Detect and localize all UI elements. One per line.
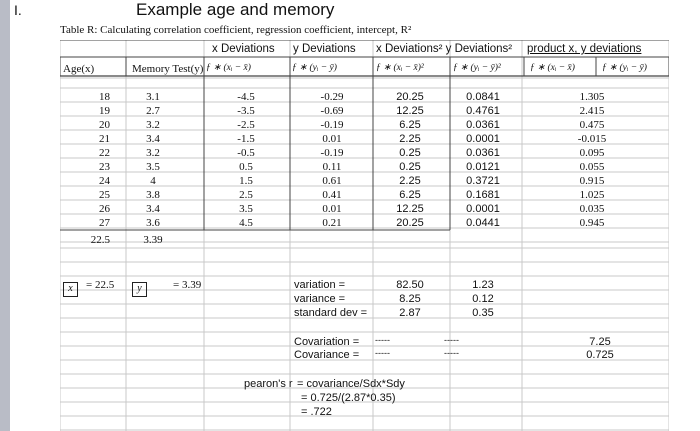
cell-xsq: 20.25: [396, 91, 424, 103]
cell-age: 25: [99, 189, 110, 201]
covariation-dashes-x: -----: [375, 335, 390, 345]
cell-mem: 3.1: [146, 91, 160, 103]
header-x-deviations: x Deviations: [212, 43, 275, 55]
table-title: Table R: Calculating correlation coefficient, regression coefficient, intercept, R²: [60, 24, 412, 36]
cell-age: 18: [99, 91, 110, 103]
formula-y-deviation: ƒ ∗ (yᵢ − ȳ): [292, 63, 337, 73]
cell-xsq: 12.25: [396, 203, 424, 215]
x-variation-value: 82.50: [396, 279, 424, 291]
y-variance-value: 0.12: [472, 293, 494, 305]
formula-y-deviation-squared: ƒ ∗ (yᵢ − ȳ)²: [453, 63, 501, 73]
cell-ydev: -0.69: [320, 105, 344, 117]
cell-xsq: 0.25: [399, 161, 421, 173]
y-stddev-value: 0.35: [472, 307, 494, 319]
cell-ydev: 0.01: [322, 133, 342, 145]
cell-prod: 0.475: [579, 119, 605, 131]
formula-product-x: ƒ ∗ (xᵢ − x̄): [530, 63, 575, 73]
cell-xsq: 2.25: [399, 133, 421, 145]
cell-ysq: 0.0361: [466, 147, 500, 159]
header-memory-test: Memory Test(y): [132, 63, 204, 75]
cell-age: 27: [99, 217, 110, 229]
cell-prod: 1.025: [579, 189, 605, 201]
cell-mem: 3.6: [146, 217, 160, 229]
cell-ysq: 0.0841: [466, 91, 500, 103]
variance-label: variance =: [294, 293, 346, 305]
formula-x-deviation: ƒ ∗ (xᵢ − x̄): [206, 63, 251, 73]
cell-xdev: -4.5: [237, 91, 255, 103]
ybar-symbol: y: [132, 278, 147, 297]
covariance-dashes-x: -----: [375, 348, 390, 358]
cell-age: 22: [99, 147, 110, 159]
pearson-formula: = covariance/Sdx*Sdy: [297, 378, 405, 390]
cell-xdev: -2.5: [237, 119, 255, 131]
cell-xsq: 6.25: [399, 189, 421, 201]
xbar-symbol: x: [63, 278, 78, 297]
pearson-label: pearon's r: [244, 378, 293, 390]
cell-prod: 0.915: [579, 175, 605, 187]
covariance-label: Covariance =: [294, 349, 360, 361]
cell-xdev: -0.5: [237, 147, 255, 159]
x-stddev-value: 2.87: [399, 307, 421, 319]
header-squared-deviations: x Deviations² y Deviations²: [376, 43, 513, 55]
cell-prod: 1.305: [579, 91, 605, 103]
cell-ydev: 0.21: [322, 217, 342, 229]
cell-ydev: -0.29: [320, 91, 344, 103]
header-y-deviations: y Deviations: [293, 43, 356, 55]
cell-xdev: 0.5: [239, 161, 253, 173]
ybar-value: = 3.39: [173, 279, 202, 291]
pearson-substitution: = 0.725/(2.87*0.35): [301, 392, 396, 404]
cell-age: 26: [99, 203, 110, 215]
page-heading: Example age and memory: [136, 0, 335, 19]
section-number: I.: [14, 2, 22, 18]
cell-age: 21: [99, 133, 110, 145]
cell-ysq: 0.3721: [466, 175, 500, 187]
cell-mem: 3.2: [146, 147, 160, 159]
stddev-label: standard dev =: [294, 307, 368, 319]
cell-xdev: -3.5: [237, 105, 255, 117]
cell-mem: 3.4: [146, 133, 160, 145]
cell-ysq: 0.4761: [466, 105, 500, 117]
cell-ydev: -0.19: [320, 147, 344, 159]
header-product-deviations: product x, y deviations: [527, 43, 642, 55]
worksheet-grid: [60, 40, 669, 431]
covariation-dashes-y: -----: [444, 335, 459, 345]
covariation-label: Covariation =: [294, 336, 360, 348]
cell-age: 24: [99, 175, 110, 187]
cell-mem: 3.8: [146, 189, 160, 201]
cell-xsq: 20.25: [396, 217, 424, 229]
cell-prod: 0.095: [579, 147, 605, 159]
cell-ysq: 0.1681: [466, 189, 500, 201]
cell-prod: -0.015: [577, 133, 607, 145]
xbar-value: = 22.5: [86, 279, 115, 291]
cell-prod: 0.035: [579, 203, 605, 215]
cell-ydev: 0.41: [322, 189, 342, 201]
cell-ysq: 0.0001: [466, 203, 500, 215]
cell-xdev: -1.5: [237, 133, 255, 145]
mean-memory: 3.39: [143, 234, 163, 246]
cell-ysq: 0.0361: [466, 119, 500, 131]
cell-xdev: 2.5: [239, 189, 253, 201]
cell-xsq: 6.25: [399, 119, 421, 131]
cell-age: 20: [99, 119, 110, 131]
cell-xsq: 0.25: [399, 147, 421, 159]
cell-prod: 2.415: [579, 105, 605, 117]
cell-prod: 0.055: [579, 161, 605, 173]
cell-ydev: 0.01: [322, 203, 342, 215]
cell-age: 19: [99, 105, 110, 117]
cell-age: 23: [99, 161, 110, 173]
pearson-result: = .722: [301, 406, 332, 418]
cell-mem: 4: [150, 175, 156, 187]
cell-xdev: 4.5: [239, 217, 253, 229]
cell-xsq: 12.25: [396, 105, 424, 117]
cell-ydev: 0.11: [322, 161, 342, 173]
cell-xdev: 3.5: [239, 203, 253, 215]
mean-age: 22.5: [90, 234, 110, 246]
left-margin-bar: [0, 0, 10, 431]
cell-ysq: 0.0001: [466, 133, 500, 145]
covariation-value: 7.25: [589, 336, 611, 348]
cell-ysq: 0.0441: [466, 217, 500, 229]
cell-xsq: 2.25: [399, 175, 421, 187]
cell-prod: 0.945: [579, 217, 605, 229]
cell-ydev: 0.61: [322, 175, 342, 187]
cell-mem: 3.4: [146, 203, 160, 215]
cell-mem: 3.2: [146, 119, 160, 131]
formula-x-deviation-squared: ƒ ∗ (xᵢ − x̄)²: [376, 63, 424, 73]
cell-ysq: 0.0121: [466, 161, 500, 173]
formula-product-y: ƒ ∗ (yᵢ − ȳ): [602, 63, 647, 73]
cell-ydev: -0.19: [320, 119, 344, 131]
cell-xdev: 1.5: [239, 175, 253, 187]
x-variance-value: 8.25: [399, 293, 421, 305]
covariance-value: 0.725: [586, 349, 614, 361]
header-age: Age(x): [63, 63, 95, 75]
covariance-dashes-y: -----: [444, 348, 459, 358]
cell-mem: 2.7: [146, 105, 160, 117]
variation-label: variation =: [294, 279, 346, 291]
cell-mem: 3.5: [146, 161, 160, 173]
y-variation-value: 1.23: [472, 279, 494, 291]
